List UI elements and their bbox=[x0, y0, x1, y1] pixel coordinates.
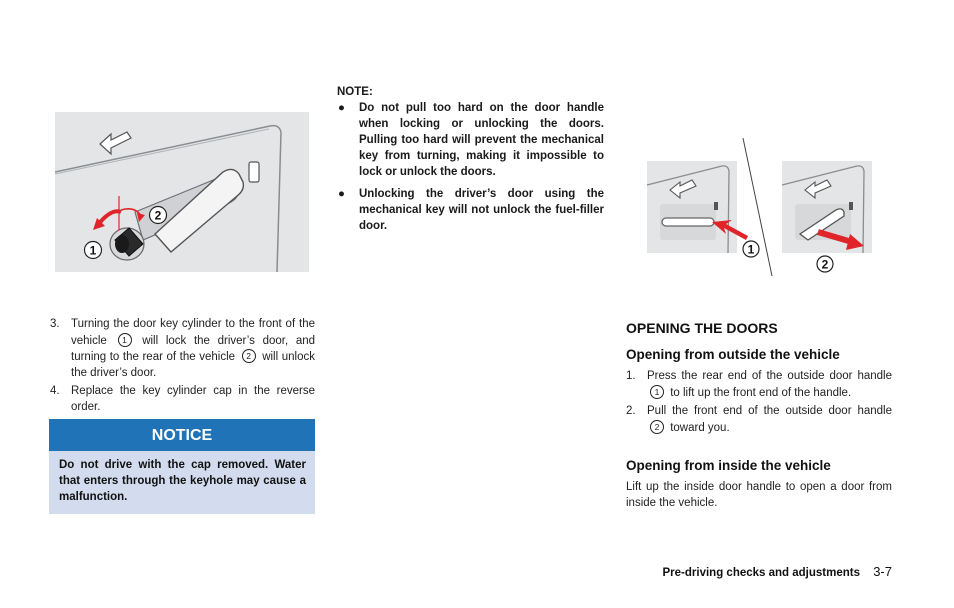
bullet-icon: ● bbox=[338, 188, 345, 200]
step-number: 4. bbox=[50, 385, 60, 397]
notice-title: NOTICE bbox=[49, 419, 315, 451]
note-bullet-item bbox=[337, 186, 604, 234]
step-text: Press the rear end of the outside door handle bbox=[647, 370, 892, 382]
outside-steps bbox=[626, 369, 892, 439]
figure-callout-1: 1 bbox=[747, 242, 755, 257]
note-bullet-text: Do not pull too hard on the door handle when locking or unlocking the doors. Pulling too hard will prevent the mechanical key from turning, making it impossible to lock or unlock the doors. bbox=[359, 102, 604, 178]
note-bullet-item bbox=[337, 100, 604, 180]
section-title: OPENING THE DOORS bbox=[626, 320, 778, 336]
callout-1-inline: 1 bbox=[118, 333, 132, 347]
figure-callout-1: 1 bbox=[89, 243, 97, 258]
page-footer bbox=[663, 564, 892, 579]
callout-1-inline: 1 bbox=[650, 385, 664, 399]
door-handle-illustration bbox=[640, 130, 880, 280]
subsection-title-inside: Opening from inside the vehicle bbox=[626, 458, 831, 473]
step-text: to lift up the front end of the handle. bbox=[670, 386, 852, 399]
callout-2-inline: 2 bbox=[650, 420, 664, 434]
step-text: Turning the door key cylinder to the front of the vehicle bbox=[71, 318, 315, 347]
subsection-title-outside: Opening from outside the vehicle bbox=[626, 347, 840, 362]
step-text: Replace the key cylinder cap in the reverse order. bbox=[71, 385, 315, 413]
note-title: NOTE: bbox=[337, 86, 373, 98]
key-cylinder-figure bbox=[55, 112, 309, 272]
inside-text: Lift up the inside door handle to open a door from inside the vehicle. bbox=[626, 481, 892, 509]
step-text: Pull the front end of the outside door handle bbox=[647, 405, 892, 417]
door-handle-figure bbox=[640, 130, 880, 280]
footer-section-name: Pre-driving checks and adjustments bbox=[662, 567, 860, 579]
step-2 bbox=[626, 404, 892, 436]
left-steps bbox=[50, 317, 315, 418]
step-number: 2. bbox=[626, 405, 636, 417]
note-bullet-text: Unlocking the driver’s door using the mechanical key will not unlock the fuel-filler door. bbox=[359, 188, 604, 232]
step-text: toward you. bbox=[670, 421, 730, 434]
figure-callout-2: 2 bbox=[821, 257, 829, 272]
notice-body: Do not drive with the cap removed. Water that enters through the keyhole may cause a malfunction. bbox=[59, 459, 306, 503]
note-block bbox=[337, 86, 604, 240]
step-1 bbox=[626, 369, 892, 401]
step-text: will unlock the driver’s door. bbox=[71, 351, 315, 379]
callout-2-inline: 2 bbox=[242, 349, 256, 363]
figure-callout-2: 2 bbox=[154, 208, 162, 223]
notice-box bbox=[49, 419, 315, 514]
step-number: 3. bbox=[50, 318, 60, 330]
page-number: 3-7 bbox=[873, 564, 892, 579]
step-number: 1. bbox=[626, 370, 636, 382]
step-4 bbox=[50, 384, 315, 415]
step-3 bbox=[50, 317, 315, 381]
step-text: will lock the driver’s door, and turning to the rear of the vehicle bbox=[71, 334, 316, 363]
key-cylinder-illustration bbox=[55, 112, 309, 272]
bullet-icon: ● bbox=[338, 102, 345, 114]
